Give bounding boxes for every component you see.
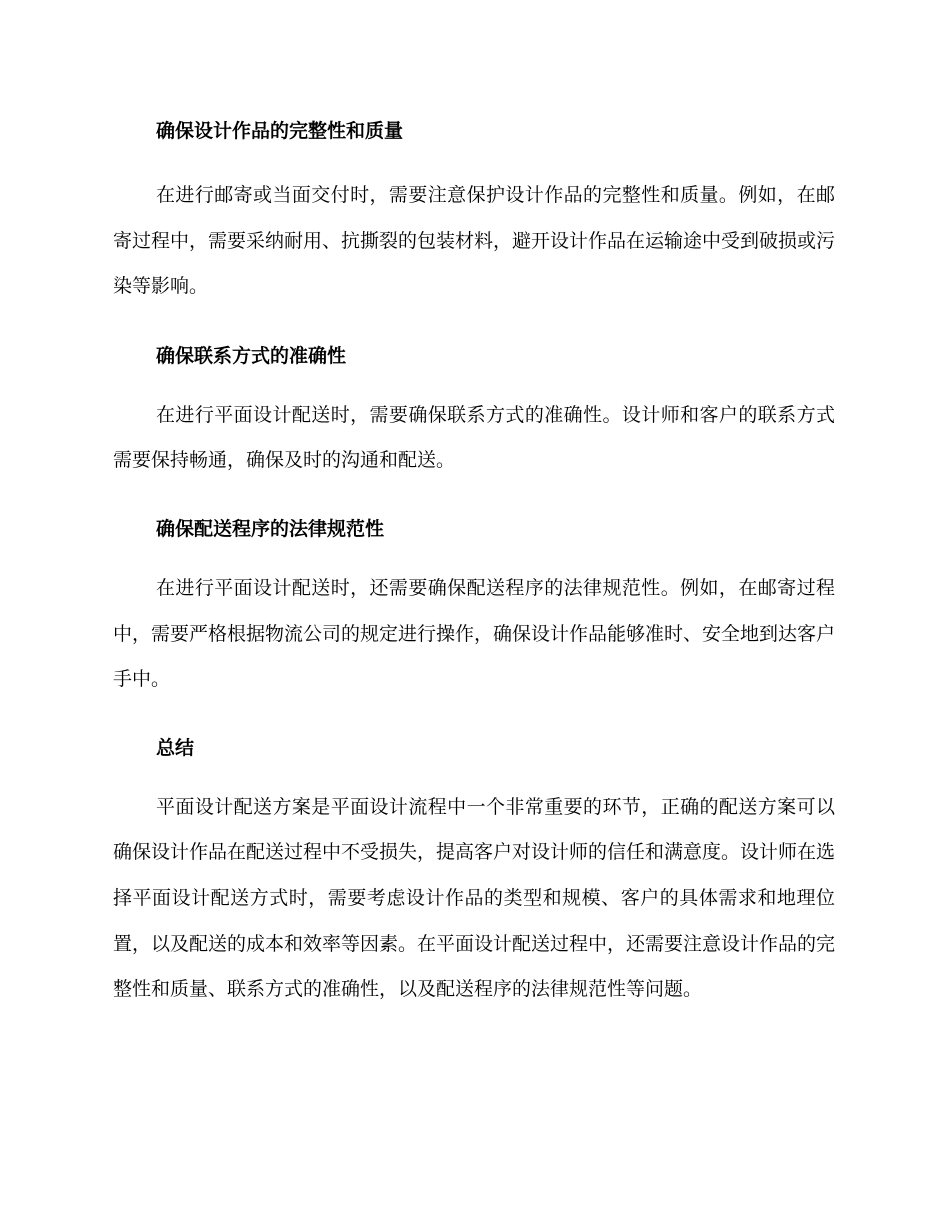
section-heading-integrity: 确保设计作品的完整性和质量 [156, 120, 404, 142]
section-paragraph-contact: 在进行平面设计配送时，需要确保联系方式的准确性。设计师和客户的联系方式需要保持畅通，确保及时的沟通和配送。 [113, 403, 835, 472]
section-heading-legal: 确保配送程序的法律规范性 [156, 517, 385, 540]
section-paragraph-legal: 在进行平面设计配送时，还需要确保配送程序的法律规范性。例如，在邮寄过程中，需要严格根据物流公司的规定进行操作，确保设计作品能够准时、安全地到达客户手中。 [113, 576, 836, 691]
section-paragraph-summary: 平面设计配送方案是平面设计流程中一个非常重要的环节，正确的配送方案可以确保设计作品在配送过程中不受损失，提高客户对设计师的信任和满意度。设计师在选择平面设计配送方式时，需要考虑设计作品的类型和规模、客户的具体需求和地理位置，以及配送的成本和效率等因素。在平面设计配送过程中，还需要注意设计作品的完整性和质量、联系方式的准确性，以及配送程序的法律规范性等问题。 [113, 795, 836, 1001]
section-heading-contact: 确保联系方式的准确性 [156, 344, 347, 367]
section-heading-summary: 总结 [156, 736, 195, 759]
document-body [113, 109, 835, 1013]
section-paragraph-integrity: 在进行邮寄或当面交付时，需要注意保护设计作品的完整性和质量。例如，在邮寄过程中，需要采纳耐用、抗撕裂的包装材料，避开设计作品在运输途中受到破损或污染等影响。 [113, 184, 836, 298]
